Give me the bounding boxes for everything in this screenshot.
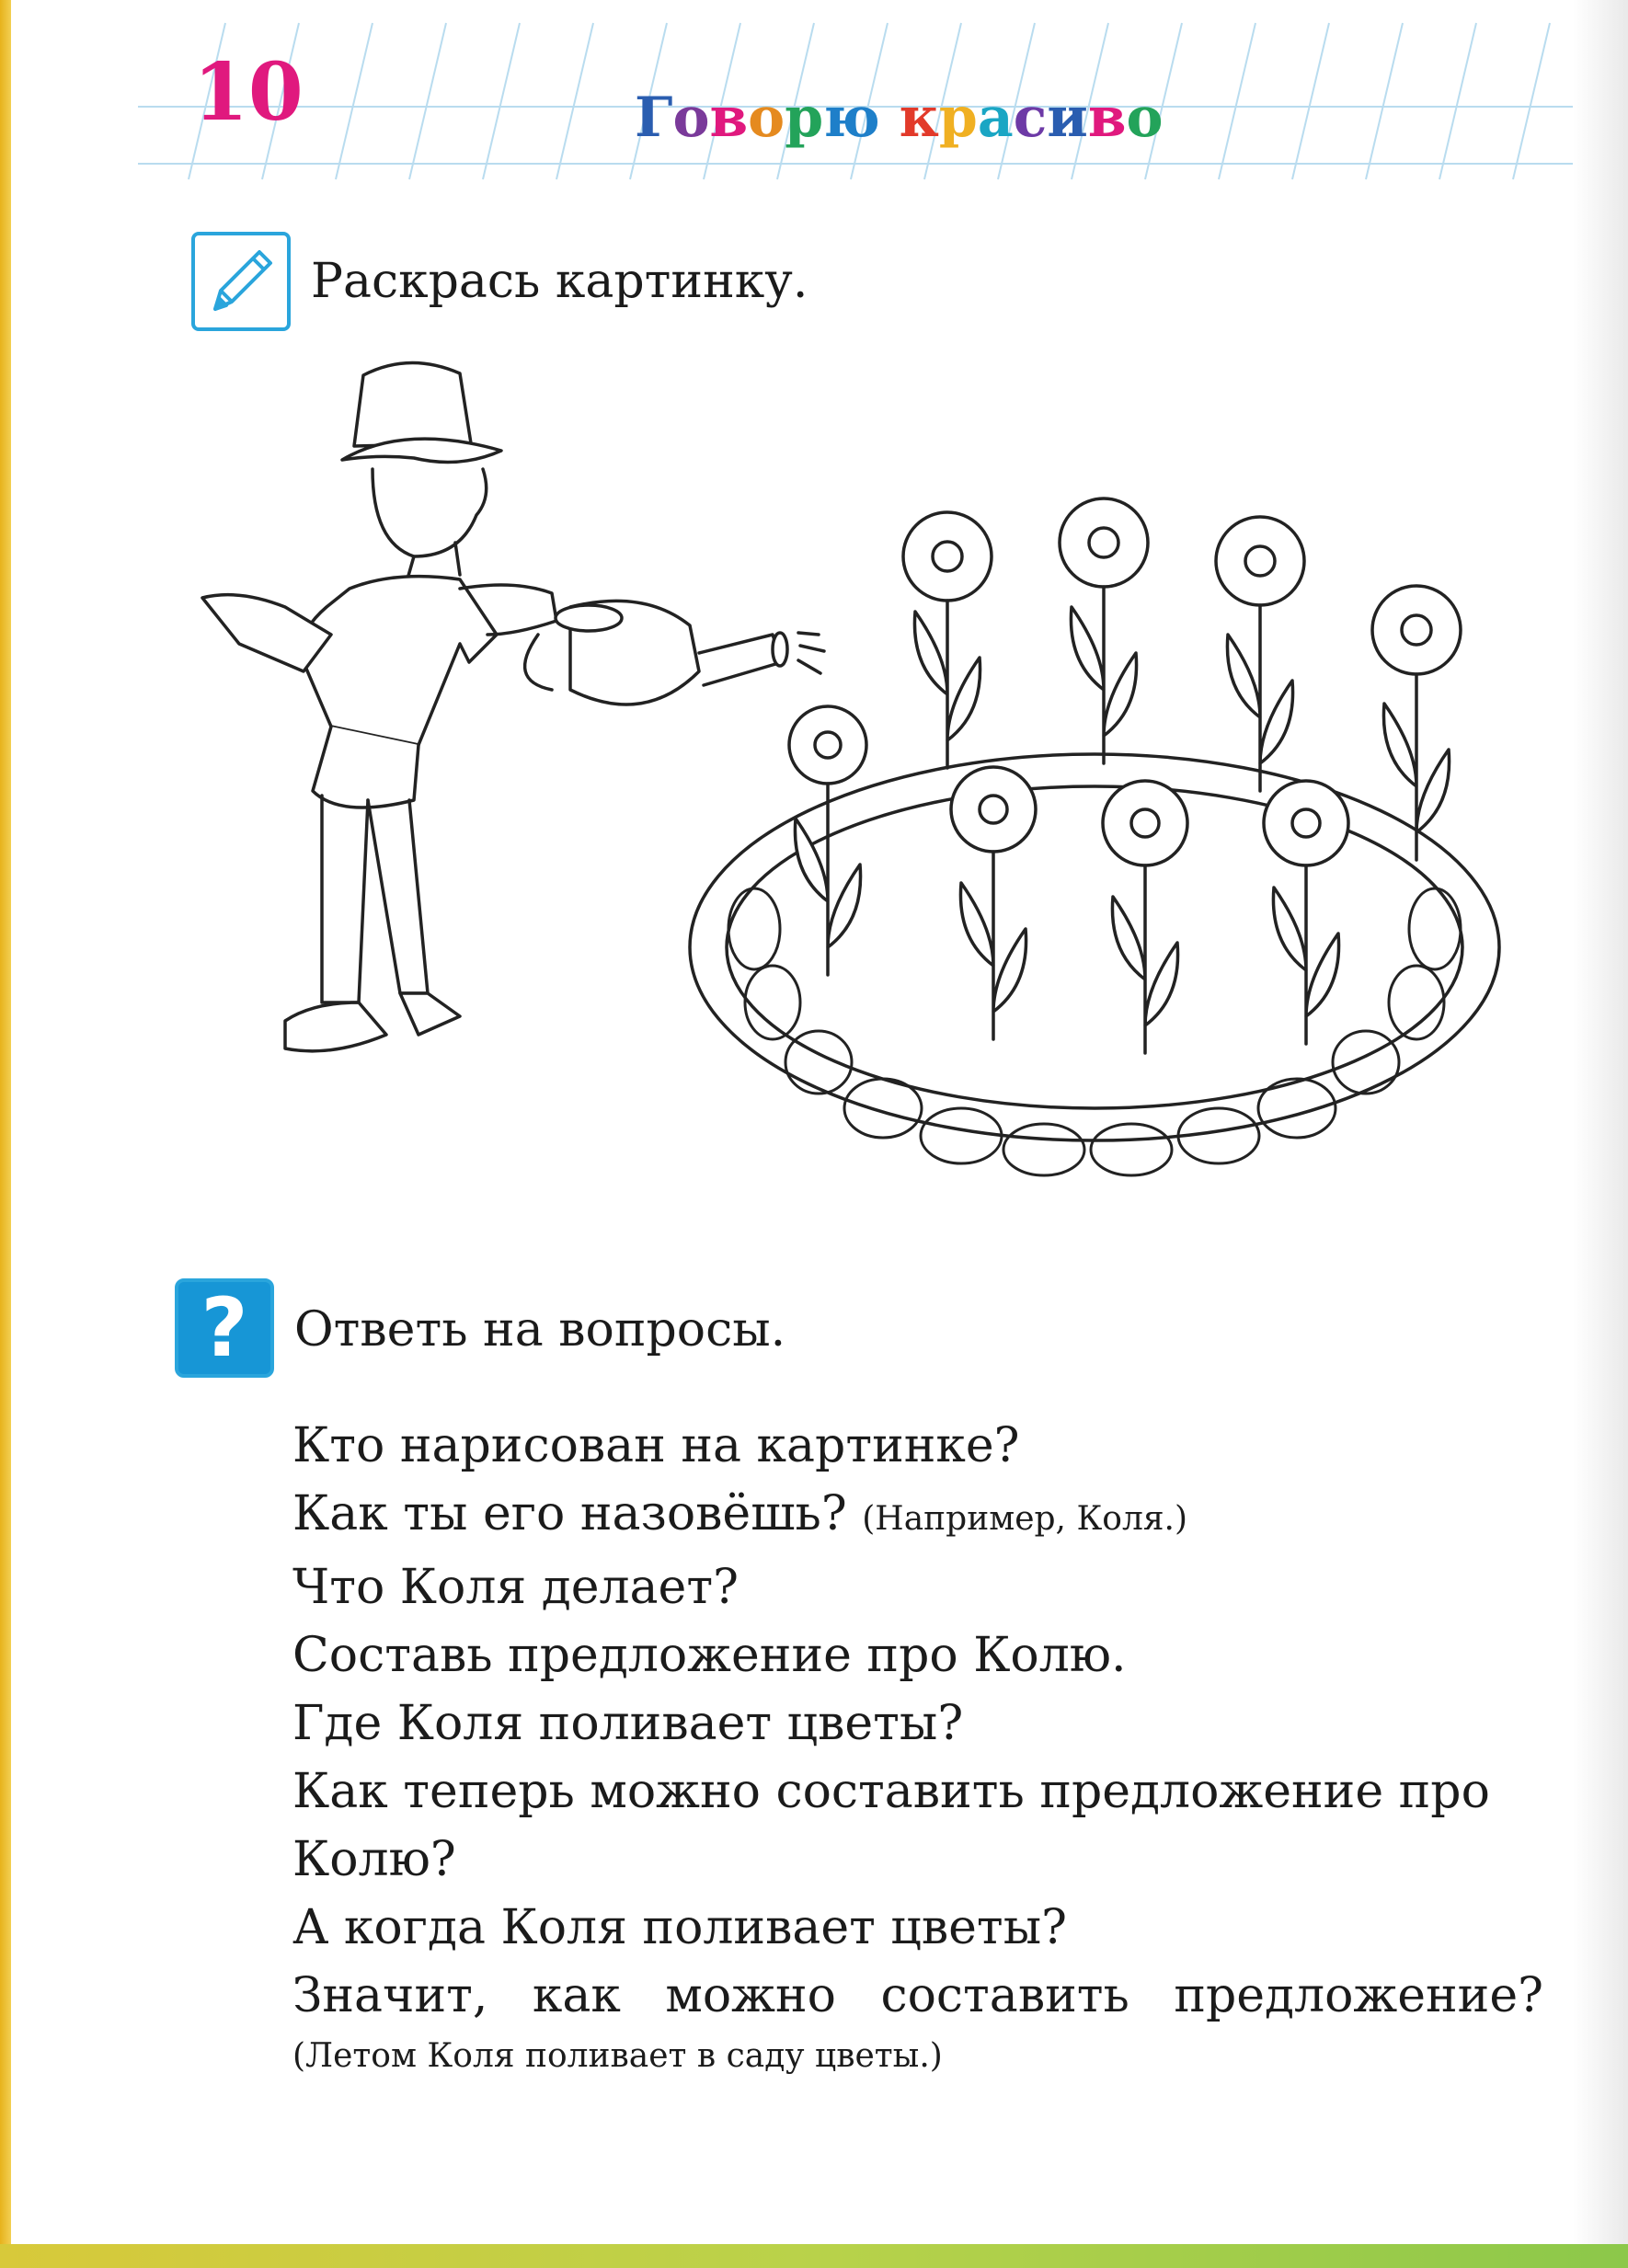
question-4: Составь предложение про Колю. (292, 1628, 1127, 1683)
page-title-letter: Г (635, 86, 673, 150)
page-edge-shadow (1573, 0, 1628, 2268)
page-edge-bottom (0, 2244, 1628, 2268)
page-title-letter: а (977, 86, 1014, 150)
page-title-letter: с (1013, 86, 1048, 150)
question-1: Кто нарисован на картинке? (292, 1418, 1020, 1473)
watering-can (525, 601, 824, 704)
question-2-text: Как ты его назовёшь? (292, 1486, 847, 1541)
question-3: Что Коля делает? (292, 1560, 739, 1615)
page-title (635, 86, 1164, 150)
task1-instruction: Раскрась картинку. (311, 254, 808, 309)
page-title-letter: о (1126, 86, 1164, 150)
question-5: Где Коля поливает цветы? (292, 1696, 964, 1751)
question-2 (292, 1480, 1543, 1553)
question-mark-icon: ? (175, 1278, 274, 1378)
question-7: А когда Коля поливает цветы? (292, 1900, 1067, 1955)
page-title-letter: ю (823, 86, 880, 150)
page-title-letter: в (1087, 86, 1127, 150)
questions-list (292, 1412, 1543, 2083)
page-title-letter: к (899, 86, 939, 150)
page-title-letter: в (709, 86, 749, 150)
question-8-hint: (Летом Коля поливает в саду цветы.) (292, 2037, 943, 2075)
flowerbed (690, 754, 1499, 1175)
coloring-illustration (184, 359, 1545, 1223)
page-title-letter: о (672, 86, 710, 150)
page-number: 10 (193, 46, 304, 139)
page-title-letter: р (938, 86, 978, 150)
question-6: Как теперь можно составить предложение про Колю? (292, 1764, 1490, 1887)
pencil-icon (191, 232, 291, 331)
question-2-note: (Например, Коля.) (862, 1500, 1188, 1538)
task2-instruction: Ответь на вопросы. (294, 1302, 786, 1357)
question-8: Значит, как можно составить предложение? (292, 1968, 1543, 2023)
page-title-letter: р (785, 86, 824, 150)
page-title-letter: и (1047, 86, 1088, 150)
page-title-letter: о (748, 86, 785, 150)
boy-figure (202, 362, 556, 1050)
page-title-letter (880, 86, 900, 150)
page-edge-left (0, 0, 11, 2268)
